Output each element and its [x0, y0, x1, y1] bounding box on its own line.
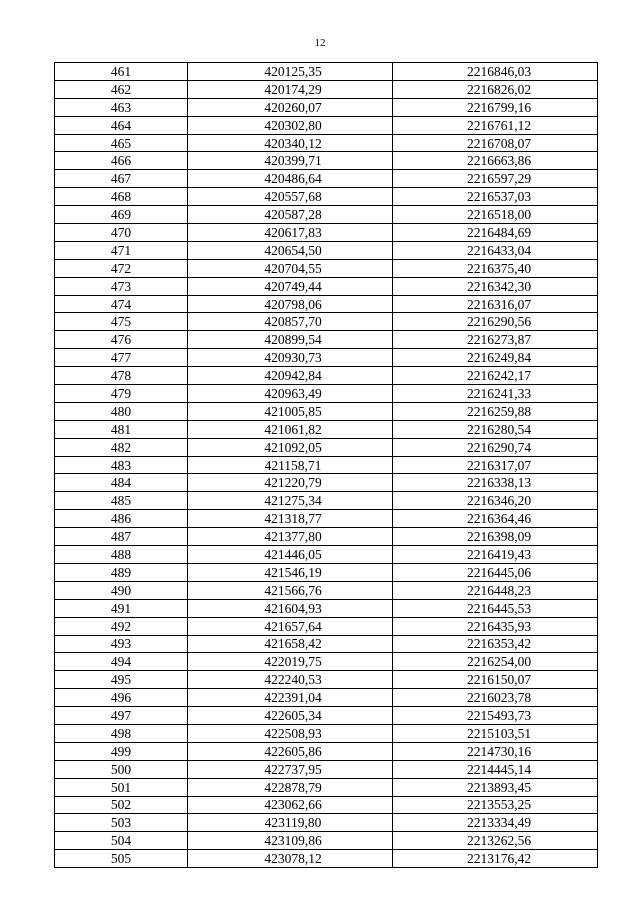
table-row — [55, 671, 598, 689]
point-number-cell: 474 — [55, 295, 188, 313]
y-coordinate-cell: 2216419,43 — [393, 546, 598, 564]
point-number-cell: 505 — [55, 850, 188, 868]
table-row — [55, 116, 598, 134]
y-coordinate-cell: 2216290,74 — [393, 438, 598, 456]
y-coordinate-cell: 2216259,88 — [393, 402, 598, 420]
point-number-cell: 493 — [55, 635, 188, 653]
y-coordinate-cell: 2216346,20 — [393, 492, 598, 510]
y-coordinate-cell: 2216353,42 — [393, 635, 598, 653]
x-coordinate-cell: 420587,28 — [188, 206, 393, 224]
point-number-cell: 480 — [55, 402, 188, 420]
y-coordinate-cell: 2216023,78 — [393, 689, 598, 707]
table-row — [55, 546, 598, 564]
point-number-cell: 481 — [55, 420, 188, 438]
y-coordinate-cell: 2213334,49 — [393, 814, 598, 832]
x-coordinate-cell: 420704,55 — [188, 259, 393, 277]
table-row — [55, 760, 598, 778]
x-coordinate-cell: 422019,75 — [188, 653, 393, 671]
point-number-cell: 485 — [55, 492, 188, 510]
point-number-cell: 501 — [55, 778, 188, 796]
table-row — [55, 259, 598, 277]
y-coordinate-cell: 2216708,07 — [393, 134, 598, 152]
table-row — [55, 349, 598, 367]
y-coordinate-cell: 2216484,69 — [393, 224, 598, 242]
page-number: 12 — [314, 37, 326, 49]
point-number-cell: 470 — [55, 224, 188, 242]
y-coordinate-cell: 2214730,16 — [393, 742, 598, 760]
point-number-cell: 464 — [55, 116, 188, 134]
y-coordinate-cell: 2216537,03 — [393, 188, 598, 206]
y-coordinate-cell: 2216435,93 — [393, 617, 598, 635]
table-row — [55, 724, 598, 742]
y-coordinate-cell: 2214445,14 — [393, 760, 598, 778]
y-coordinate-cell: 2216518,00 — [393, 206, 598, 224]
y-coordinate-cell: 2216290,56 — [393, 313, 598, 331]
x-coordinate-cell: 420617,83 — [188, 224, 393, 242]
table-row — [55, 599, 598, 617]
point-number-cell: 479 — [55, 385, 188, 403]
x-coordinate-cell: 422508,93 — [188, 724, 393, 742]
y-coordinate-cell: 2213553,25 — [393, 796, 598, 814]
point-number-cell: 468 — [55, 188, 188, 206]
x-coordinate-cell: 421377,80 — [188, 528, 393, 546]
point-number-cell: 478 — [55, 367, 188, 385]
y-coordinate-cell: 2216445,06 — [393, 563, 598, 581]
y-coordinate-cell: 2216241,33 — [393, 385, 598, 403]
point-number-cell: 487 — [55, 528, 188, 546]
x-coordinate-cell: 420260,07 — [188, 98, 393, 116]
point-number-cell: 497 — [55, 707, 188, 725]
table-row — [55, 510, 598, 528]
point-number-cell: 489 — [55, 563, 188, 581]
x-coordinate-cell: 421546,19 — [188, 563, 393, 581]
y-coordinate-cell: 2216398,09 — [393, 528, 598, 546]
coordinates-table-body — [55, 63, 598, 868]
x-coordinate-cell: 423109,86 — [188, 832, 393, 850]
table-row — [55, 295, 598, 313]
y-coordinate-cell: 2213176,42 — [393, 850, 598, 868]
y-coordinate-cell: 2216846,03 — [393, 63, 598, 81]
y-coordinate-cell: 2215103,51 — [393, 724, 598, 742]
x-coordinate-cell: 420174,29 — [188, 80, 393, 98]
point-number-cell: 471 — [55, 241, 188, 259]
table-row — [55, 402, 598, 420]
point-number-cell: 492 — [55, 617, 188, 635]
y-coordinate-cell: 2216249,84 — [393, 349, 598, 367]
table-row — [55, 241, 598, 259]
table-row — [55, 474, 598, 492]
x-coordinate-cell: 421275,34 — [188, 492, 393, 510]
point-number-cell: 473 — [55, 277, 188, 295]
x-coordinate-cell: 422391,04 — [188, 689, 393, 707]
y-coordinate-cell: 2216364,46 — [393, 510, 598, 528]
point-number-cell: 491 — [55, 599, 188, 617]
table-row — [55, 563, 598, 581]
table-row — [55, 152, 598, 170]
y-coordinate-cell: 2216273,87 — [393, 331, 598, 349]
point-number-cell: 502 — [55, 796, 188, 814]
point-number-cell: 494 — [55, 653, 188, 671]
x-coordinate-cell: 421604,93 — [188, 599, 393, 617]
point-number-cell: 490 — [55, 581, 188, 599]
x-coordinate-cell: 421005,85 — [188, 402, 393, 420]
y-coordinate-cell: 2216150,07 — [393, 671, 598, 689]
x-coordinate-cell: 420399,71 — [188, 152, 393, 170]
table-row — [55, 850, 598, 868]
x-coordinate-cell: 421658,42 — [188, 635, 393, 653]
point-number-cell: 486 — [55, 510, 188, 528]
x-coordinate-cell: 420942,84 — [188, 367, 393, 385]
y-coordinate-cell: 2216342,30 — [393, 277, 598, 295]
table-row — [55, 796, 598, 814]
table-row — [55, 832, 598, 850]
point-number-cell: 477 — [55, 349, 188, 367]
table-row — [55, 206, 598, 224]
y-coordinate-cell: 2216433,04 — [393, 241, 598, 259]
x-coordinate-cell: 421158,71 — [188, 456, 393, 474]
y-coordinate-cell: 2216375,40 — [393, 259, 598, 277]
table-row — [55, 224, 598, 242]
x-coordinate-cell: 420486,64 — [188, 170, 393, 188]
y-coordinate-cell: 2216597,29 — [393, 170, 598, 188]
table-row — [55, 581, 598, 599]
point-number-cell: 488 — [55, 546, 188, 564]
y-coordinate-cell: 2216663,86 — [393, 152, 598, 170]
point-number-cell: 484 — [55, 474, 188, 492]
table-row — [55, 80, 598, 98]
x-coordinate-cell: 421446,05 — [188, 546, 393, 564]
x-coordinate-cell: 420749,44 — [188, 277, 393, 295]
y-coordinate-cell: 2216799,16 — [393, 98, 598, 116]
table-row — [55, 385, 598, 403]
x-coordinate-cell: 420930,73 — [188, 349, 393, 367]
table-row — [55, 689, 598, 707]
point-number-cell: 500 — [55, 760, 188, 778]
x-coordinate-cell: 422605,34 — [188, 707, 393, 725]
point-number-cell: 475 — [55, 313, 188, 331]
table-row — [55, 420, 598, 438]
point-number-cell: 463 — [55, 98, 188, 116]
table-row — [55, 277, 598, 295]
x-coordinate-cell: 423078,12 — [188, 850, 393, 868]
y-coordinate-cell: 2213893,45 — [393, 778, 598, 796]
y-coordinate-cell: 2215493,73 — [393, 707, 598, 725]
table-row — [55, 438, 598, 456]
point-number-cell: 504 — [55, 832, 188, 850]
table-row — [55, 617, 598, 635]
x-coordinate-cell: 423119,80 — [188, 814, 393, 832]
x-coordinate-cell: 420899,54 — [188, 331, 393, 349]
point-number-cell: 482 — [55, 438, 188, 456]
y-coordinate-cell: 2216280,54 — [393, 420, 598, 438]
point-number-cell: 472 — [55, 259, 188, 277]
table-row — [55, 814, 598, 832]
table-row — [55, 134, 598, 152]
x-coordinate-cell: 420125,35 — [188, 63, 393, 81]
table-row — [55, 528, 598, 546]
x-coordinate-cell: 422240,53 — [188, 671, 393, 689]
point-number-cell: 461 — [55, 63, 188, 81]
table-row — [55, 707, 598, 725]
x-coordinate-cell: 420302,80 — [188, 116, 393, 134]
table-row — [55, 170, 598, 188]
x-coordinate-cell: 422737,95 — [188, 760, 393, 778]
x-coordinate-cell: 422605,86 — [188, 742, 393, 760]
table-row — [55, 63, 598, 81]
table-row — [55, 98, 598, 116]
point-number-cell: 465 — [55, 134, 188, 152]
x-coordinate-cell: 420798,06 — [188, 295, 393, 313]
y-coordinate-cell: 2216254,00 — [393, 653, 598, 671]
point-number-cell: 499 — [55, 742, 188, 760]
table-row — [55, 492, 598, 510]
table-row — [55, 778, 598, 796]
table-row — [55, 742, 598, 760]
x-coordinate-cell: 421566,76 — [188, 581, 393, 599]
table-row — [55, 188, 598, 206]
y-coordinate-cell: 2213262,56 — [393, 832, 598, 850]
x-coordinate-cell: 421318,77 — [188, 510, 393, 528]
point-number-cell: 483 — [55, 456, 188, 474]
y-coordinate-cell: 2216242,17 — [393, 367, 598, 385]
y-coordinate-cell: 2216448,23 — [393, 581, 598, 599]
point-number-cell: 476 — [55, 331, 188, 349]
y-coordinate-cell: 2216317,07 — [393, 456, 598, 474]
table-row — [55, 313, 598, 331]
y-coordinate-cell: 2216761,12 — [393, 116, 598, 134]
x-coordinate-cell: 420654,50 — [188, 241, 393, 259]
y-coordinate-cell: 2216338,13 — [393, 474, 598, 492]
y-coordinate-cell: 2216316,07 — [393, 295, 598, 313]
point-number-cell: 495 — [55, 671, 188, 689]
x-coordinate-cell: 421657,64 — [188, 617, 393, 635]
point-number-cell: 462 — [55, 80, 188, 98]
x-coordinate-cell: 421220,79 — [188, 474, 393, 492]
point-number-cell: 469 — [55, 206, 188, 224]
table-row — [55, 367, 598, 385]
x-coordinate-cell: 421061,82 — [188, 420, 393, 438]
table-row — [55, 456, 598, 474]
coordinates-table — [54, 62, 598, 868]
table-row — [55, 653, 598, 671]
point-number-cell: 466 — [55, 152, 188, 170]
x-coordinate-cell: 420857,70 — [188, 313, 393, 331]
x-coordinate-cell: 423062,66 — [188, 796, 393, 814]
point-number-cell: 503 — [55, 814, 188, 832]
point-number-cell: 496 — [55, 689, 188, 707]
x-coordinate-cell: 420340,12 — [188, 134, 393, 152]
table-row — [55, 331, 598, 349]
point-number-cell: 467 — [55, 170, 188, 188]
x-coordinate-cell: 420963,49 — [188, 385, 393, 403]
y-coordinate-cell: 2216445,53 — [393, 599, 598, 617]
x-coordinate-cell: 421092,05 — [188, 438, 393, 456]
y-coordinate-cell: 2216826,02 — [393, 80, 598, 98]
table-row — [55, 635, 598, 653]
x-coordinate-cell: 420557,68 — [188, 188, 393, 206]
point-number-cell: 498 — [55, 724, 188, 742]
x-coordinate-cell: 422878,79 — [188, 778, 393, 796]
